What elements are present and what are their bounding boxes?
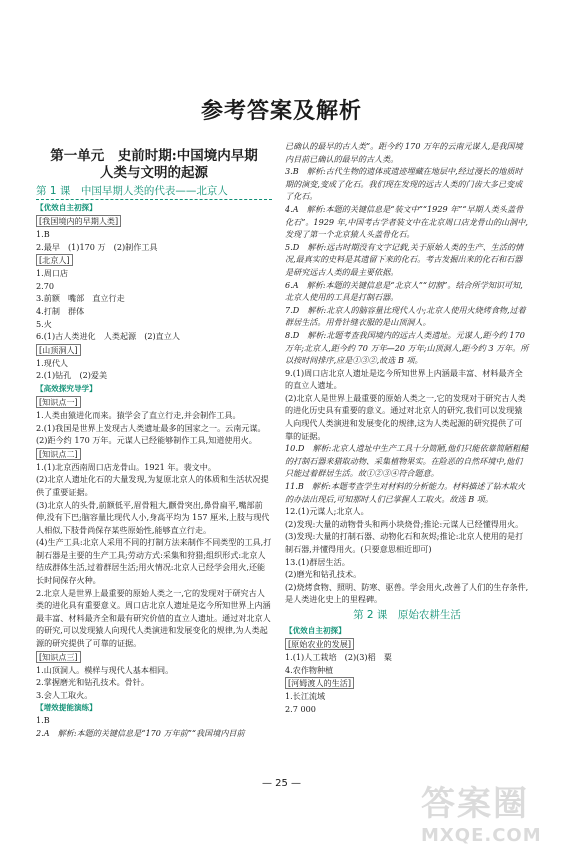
answer-line: (2)烧烤食物、照明、防寒、驱兽。学会用火,改善了人们的生存条件,是人类进化史上的里程碑。 [285,581,529,605]
watermark-text-main: 答案圈 [421,784,529,824]
answer-line: (4)生产工具:北京人采用不同的打制方法来制作不同类型的工具,打制石器是主要的生产工具;劳动方式:采集和狩猎;组织形式:北京人结成群体生活,过着群居生活;用火情况:北京人已经学会用火,还能长时间保存火种。 [36,537,272,586]
answer-line: 13.(1)群居生活。 [285,556,350,567]
section-heading: 【高效探究导学】 [36,383,97,393]
page-title: 参考答案及解析 [200,98,362,124]
answer-line: 已确认的最早的古人类”。距今约 170 万年的云南元谋人,是我国境内目前已确认的最早的古人类。 [285,141,523,164]
answer-line: (2)距今约 170 万年。元谋人已经能够制作工具,知道使用火。 [36,435,257,446]
answer-line: 8.D 解析:北题考查我国境内的远古人类遗址。元谋人,距今约 170 万年;北京人,距今约 70 万年—20 万年;山顶洞人,距今约 3 万年。所以按时间排序,应是①③②,故选 B 项。 [285,329,529,366]
answer-line: (3)发现:大量的打制石器、动物化石和灰烬;推论:北京人使用的是打制石器,并懂得用火。(只要意思相近即可) [285,531,524,554]
answer-line: 4.A 解析:本题的关键信息是“装文中”“1929 年”“早期人类头盖骨化石”。1929 年,中国考古学者装文中在北京周口店龙骨山的山洞中,发现了第一个北京猿人头盖骨化石。 [285,203,528,240]
answer-line: 3.会人工取火。 [36,689,93,700]
unit-title-line-2: 人类与文明的起源 [100,165,208,181]
answer-line: (2)磨光和钻孔技术。 [285,569,362,580]
answer-line: (2)北京人遗址化石的大量发现,为复原北京人的体质和生活状况提供了重要证据。 [36,474,269,497]
answer-line: 6.(1)古人类进化 人类起源 (2)直立人 [36,331,180,342]
subsection-box: [山顶洞人] [36,344,81,356]
answer-line: 6.A 解析:本题的关键信息是“北京人”“切割”。结合所学知识可知,北京人使用的工具是打制石器。 [285,279,523,303]
answer-line: 2.(1)钻孔 (2)爱美 [36,370,108,381]
answer-line: 2.70 [36,280,55,291]
lesson-1-heading: 第 1 课 中国早期人类的代表——北京人 [36,184,272,200]
answer-line: 2.掌握磨光和钻孔技术。骨针。 [36,677,149,688]
watermark-logo [421,776,549,846]
lesson-2-heading: 第 2 课 原始农耕生活 [353,608,461,621]
answer-line: 1.(1)人工栽培 (2)(3)稻 粟 [285,651,392,662]
answer-line: (2)发现:大量的动物骨头和两小块烧骨;推论:元谋人已经懂得用火。 [285,518,524,529]
answer-line: 1.人类由猿进化而来。猿学会了直立行走,并会制作工具。 [36,409,241,420]
subsection-box: [知识点二] [36,448,81,460]
answer-line: 7.D 解析:北京人的脑容量比现代人小;北京人使用火烧烤食物,过着群居生活。用骨针缝衣服的是山顶洞人。 [285,304,526,328]
section-heading: 【增效提能演练】 [36,703,97,713]
answer-line: 1.B [36,715,50,726]
watermark-text-url: MXQE.COM [421,825,542,846]
answer-line: 1.(1)北京西南周口店龙骨山。1921 年。裴文中。 [36,461,216,472]
answer-line: 2.北京人是世界上最重要的原始人类之一,它的发现对于研究古人类的进化具有重要意义。周口店北京人遗址是迄今所知世界上内涵最丰富、材料最齐全和最有研究价值的直立人遗址。通过对北京人的研究,可以发现猿人向现代人类演进和发展变化的规律,为人类起源的研究提供了可靠的证据。 [36,587,271,649]
answer-line: 1.现代人 [36,357,69,368]
answer-line: 2.(1)我国是世界上发现古人类遗址最多的国家之一。云南元谋。 [36,422,266,433]
answer-line: 1.B [36,229,50,239]
page-number: — 25 — [261,778,302,789]
answer-line: (3)北京人的头骨,前额低平,眉骨粗大,颧骨突出,鼻骨扁平,嘴部前伸,没有下巴;脑容量比现代人小,身高平均为 157 厘米,上肢与现代人相似,下肢骨尚保存某些原始性,能够直立行走。 [36,499,270,535]
subsection-box: [知识点三] [36,651,81,663]
answer-line: 3.前额 嘴部 直立行走 [36,293,125,304]
answer-line: 1.山顶洞人。模样与现代人基本相同。 [36,664,174,675]
answer-line: 2.最早 (1)170 万 (2)制作工具 [36,241,158,252]
answer-line: 4.打制 群体 [36,305,85,316]
answer-line: 2.A 解析:本题的关键信息是“170 万年前”“我国境内目前 [36,728,245,738]
answer-line: 9.(1)周口店北京人遗址是迄今所知世界上内涵最丰富、材料最齐全的直立人遗址。 [285,367,523,391]
subsection-box: [北京人] [36,254,73,266]
answer-line: 1.周口店 [36,268,69,279]
subsection-box: [原始农业的发展] [285,638,354,650]
section-heading: 【优效自主初探】 [285,625,346,635]
answer-line: 4.农作物种植 [285,664,334,675]
answer-line: 5.D 解析:远古时期没有文字记载,关于原始人类的生产、生活的情况,最真实的史料是其遗留下来的化石。考古发掘出来的化石和石器是研究远古人类的最主要依据。 [285,241,524,277]
subsection-box: [河姆渡人的生活] [285,677,354,689]
right-column [285,140,529,715]
answer-line: (2)北京人是世界上最重要的原始人类之一,它的发现对于研究古人类的进化历史具有重要的意义。通过对北京人的研究,我们可以发现猿人向现代人类演进和发展变化的规律,这为人类起源的研究提供了可靠的证据。 [285,392,526,441]
answer-line: 1.长江流域 [285,691,326,702]
answer-line: 3.B 解析:古代生物的遗体或遗迹埋藏在地层中,经过漫长的地质时期的演变,变成了化石。我们现在发现的远古人类的门齿大多已变成了化石。 [285,166,523,202]
answer-line: 12.(1)元谋人;北京人。 [285,506,369,517]
unit-title-line-1: 第一单元 史前时期:中国境内早期 [50,148,258,164]
unit-title [36,148,272,182]
left-column [36,140,272,740]
subsection-box: [我国境内的早期人类] [36,215,121,227]
answer-line: 5.火 [36,318,52,329]
answer-line: 2.7 000 [285,703,316,714]
answer-line: 10.D 解析:北京人遗址中生产工具十分简陋,他们只能依靠简陋粗糙的打制石器来猎取动物、采集植物果实。在险恶的自然环境中,他们只能过着群居生活。故①②③④符合题意。 [285,443,529,479]
answer-line: 11.B 解析:本题考查学生对材料的分析能力。材料描述了钻木取火的办法出现后,可知那时人们已掌握人工取火。故选 B 项。 [285,481,526,504]
subsection-box: [知识点一] [36,396,81,408]
section-heading: 【优效自主初探】 [36,203,97,212]
